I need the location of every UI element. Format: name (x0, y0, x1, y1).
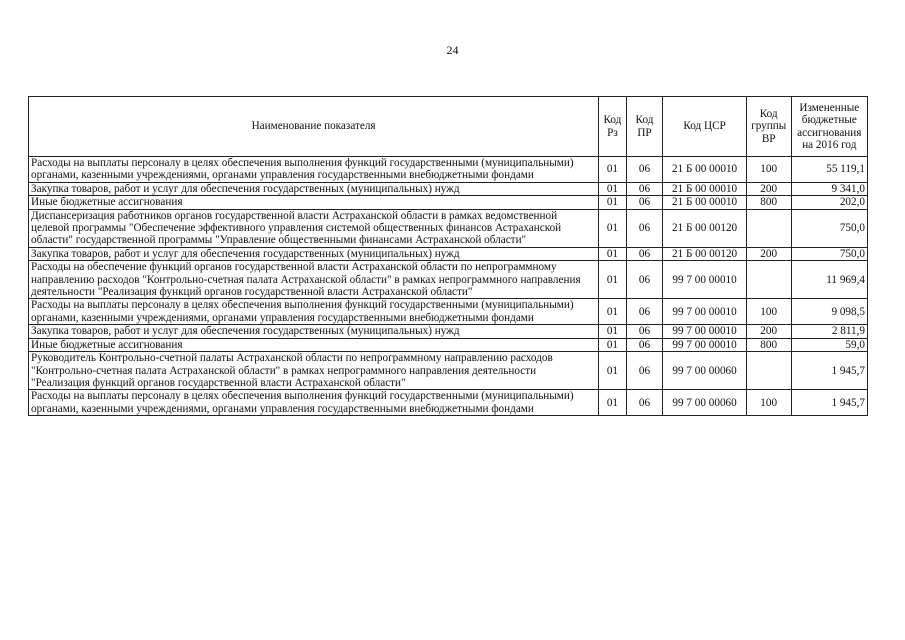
row-rz: 01 (599, 299, 626, 325)
header-csr: Код ЦСР (663, 97, 746, 157)
row-sum: 1 945,7 (791, 352, 867, 390)
row-pr: 06 (626, 325, 663, 338)
table-row (29, 299, 868, 325)
header-rz: Код Рз (599, 97, 626, 157)
row-csr: 99 7 00 00010 (663, 299, 746, 325)
table-row (29, 261, 868, 299)
row-name: Диспансеризация работников органов государственной власти Астраханской области в рамках ведомственной целевой программы "Обеспечение эффективного управления системой общественных финансов Астраханской области" государственной программы "Управление общественными финансами Астраханской области" (29, 209, 599, 247)
header-sum: Измененные бюджетные ассигнования на 2016 год (791, 97, 867, 157)
row-sum: 750,0 (791, 247, 867, 260)
row-pr: 06 (626, 338, 663, 351)
header-vr: Код группы ВР (746, 97, 791, 157)
row-pr: 06 (626, 196, 663, 209)
row-pr: 06 (626, 247, 663, 260)
row-vr: 100 (746, 157, 791, 183)
table-header (29, 97, 868, 157)
row-pr: 06 (626, 157, 663, 183)
table-body (29, 157, 868, 416)
table-row (29, 247, 868, 260)
row-csr: 21 Б 00 00010 (663, 157, 746, 183)
row-rz: 01 (599, 338, 626, 351)
row-vr (746, 209, 791, 247)
row-sum: 750,0 (791, 209, 867, 247)
row-sum: 11 969,4 (791, 261, 867, 299)
row-pr: 06 (626, 261, 663, 299)
row-vr (746, 261, 791, 299)
row-vr: 100 (746, 299, 791, 325)
row-name: Расходы на выплаты персоналу в целях обеспечения выполнения функций государственными (муниципальными) органами, казенными учреждениями, органами управления государственными внебюджетными фондами (29, 299, 599, 325)
row-rz: 01 (599, 390, 626, 416)
row-csr: 99 7 00 00010 (663, 325, 746, 338)
row-rz: 01 (599, 352, 626, 390)
row-pr: 06 (626, 352, 663, 390)
table-row (29, 209, 868, 247)
table-row (29, 182, 868, 195)
row-csr: 99 7 00 00010 (663, 338, 746, 351)
row-name: Расходы на обеспечение функций органов государственной власти Астраханской области по непрограммному направлению расходов "Контрольно-счетная палата Астраханской области" в рамках непрограммного направления деятельности "Реализация функций органов государственной власти Астраханской области" (29, 261, 599, 299)
table-row (29, 338, 868, 351)
row-csr: 21 Б 00 00120 (663, 247, 746, 260)
table-row (29, 196, 868, 209)
table-row (29, 325, 868, 338)
row-name: Закупка товаров, работ и услуг для обеспечения государственных (муниципальных) нужд (29, 325, 599, 338)
row-csr: 21 Б 00 00010 (663, 196, 746, 209)
row-name: Закупка товаров, работ и услуг для обеспечения государственных (муниципальных) нужд (29, 182, 599, 195)
row-rz: 01 (599, 209, 626, 247)
header-name: Наименование показателя (29, 97, 599, 157)
row-sum: 59,0 (791, 338, 867, 351)
row-rz: 01 (599, 157, 626, 183)
row-rz: 01 (599, 325, 626, 338)
header-row (29, 97, 868, 157)
table-row (29, 390, 868, 416)
row-pr: 06 (626, 209, 663, 247)
row-rz: 01 (599, 182, 626, 195)
row-rz: 01 (599, 261, 626, 299)
row-vr: 100 (746, 390, 791, 416)
row-sum: 2 811,9 (791, 325, 867, 338)
row-name: Закупка товаров, работ и услуг для обеспечения государственных (муниципальных) нужд (29, 247, 599, 260)
table-row (29, 352, 868, 390)
row-name: Расходы на выплаты персоналу в целях обеспечения выполнения функций государственными (муниципальными) органами, казенными учреждениями, органами управления государственными внебюджетными фондами (29, 157, 599, 183)
row-name: Иные бюджетные ассигнования (29, 196, 599, 209)
row-vr: 800 (746, 338, 791, 351)
row-csr: 99 7 00 00060 (663, 352, 746, 390)
row-sum: 55 119,1 (791, 157, 867, 183)
row-name: Иные бюджетные ассигнования (29, 338, 599, 351)
row-pr: 06 (626, 390, 663, 416)
row-pr: 06 (626, 182, 663, 195)
row-sum: 9 341,0 (791, 182, 867, 195)
table-row (29, 157, 868, 183)
row-vr: 800 (746, 196, 791, 209)
row-vr: 200 (746, 247, 791, 260)
page-number: 24 (446, 43, 459, 57)
row-rz: 01 (599, 247, 626, 260)
header-pr: Код ПР (626, 97, 663, 157)
row-rz: 01 (599, 196, 626, 209)
row-vr: 200 (746, 325, 791, 338)
row-csr: 21 Б 00 00010 (663, 182, 746, 195)
row-csr: 21 Б 00 00120 (663, 209, 746, 247)
row-vr (746, 352, 791, 390)
row-name: Расходы на выплаты персоналу в целях обеспечения выполнения функций государственными (муниципальными) органами, казенными учреждениями, органами управления государственными внебюджетными фондами (29, 390, 599, 416)
row-sum: 1 945,7 (791, 390, 867, 416)
row-vr: 200 (746, 182, 791, 195)
row-sum: 202,0 (791, 196, 867, 209)
row-csr: 99 7 00 00010 (663, 261, 746, 299)
row-pr: 06 (626, 299, 663, 325)
row-sum: 9 098,5 (791, 299, 867, 325)
budget-table (28, 96, 868, 416)
row-name: Руководитель Контрольно-счетной палаты Астраханской области по непрограммному направлению расходов "Контрольно-счетная палата Астраханской области" в рамках непрограммного направления деятельности "Реализация функций органов государственной власти Астраханской области" (29, 352, 599, 390)
row-csr: 99 7 00 00060 (663, 390, 746, 416)
